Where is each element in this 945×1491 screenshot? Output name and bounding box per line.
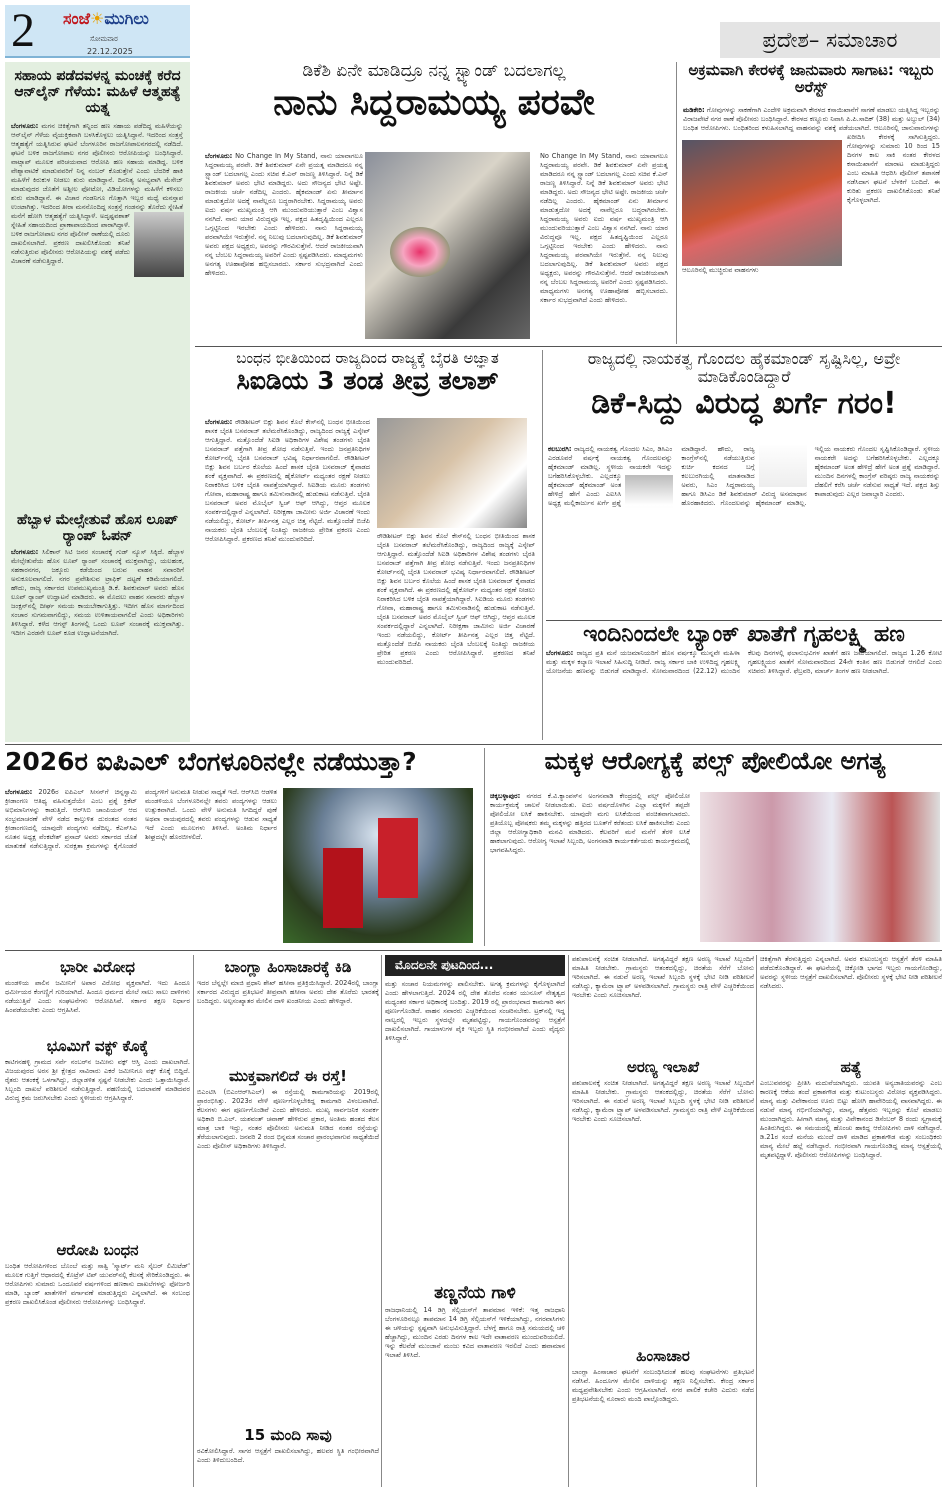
- bottom-col-3: [385, 955, 565, 1487]
- page-number: 2: [11, 5, 35, 57]
- article-kerala-cattle: [680, 62, 942, 344]
- body-col-1: ಬೆಂಗಳೂರು: No Change In My Stand, ನಾನು ಯಾವಾಗಲೂ ಸಿದ್ದರಾಮಯ್ಯ ಪರವೇ. ಡಿಕೆ ಶಿವಕುಮಾರ್ ಏನೇ ಪ್ರಯತ್ನ ಮಾಡಿದರೂ ನನ್ನ ಸ್ಟ್ಯಾಂಡ್ ಬದಲಾಗಲ್ಲ ಎಂದು ಸಚಿವ ಕೆ.ಎನ್ ರಾಜಣ್ಣ ತಿಳಿಸಿದ್ದಾರೆ. ನಿನ್ನೆ ಡಿಕೆ ಶಿವಕುಮಾರ್ ಅವರು ಭೇಟಿ ಮಾಡಿದ್ದರು. ಅದು ಸೌಜನ್ಯದ ಭೇಟಿ ಅಷ್ಟೇ. ರಾಜಕೀಯ ಚರ್ಚೆ ನಡೆದಿಲ್ಲ ಎಂದರು. ಹೈಕಮಾಂಡ್ ಏನು ತೀರ್ಮಾನ ಮಾಡುತ್ತದೋ ಅದಕ್ಕೆ ನಾವೆಲ್ಲರೂ ಬದ್ಧರಾಗಿರಬೇಕು. ಸಿದ್ದರಾಮಯ್ಯ ಅವರು ಐದು ವರ್ಷ ಮುಖ್ಯಮಂತ್ರಿ ಆಗಿ ಮುಂದುವರಿಯುತ್ತಾರೆ ಎಂಬ ವಿಶ್ವಾಸ ನನಗಿದೆ. ನಾನು ಯಾರ ವಿರುದ್ಧವೂ ಇಲ್ಲ. ಪಕ್ಷದ ಹಿತದೃಷ್ಟಿಯಿಂದ ಎಲ್ಲರೂ ಒಗ್ಗಟ್ಟಿನಿಂದ ಇರಬೇಕು ಎಂದು ಹೇಳಿದರು. ನಾನು ಸಿದ್ದರಾಮಯ್ಯ ಪರವಾಗಿಯೇ ಇರುತ್ತೇನೆ. ನನ್ನ ನಿಲುವು ಬದಲಾಗುವುದಿಲ್ಲ. ಡಿಕೆ ಶಿವಕುಮಾರ್ ಅವರು ಪಕ್ಷದ ಅಧ್ಯಕ್ಷರು, ಅವರನ್ನು ಗೌರವಿಸುತ್ತೇನೆ. ಆದರೆ ರಾಜಕೀಯವಾಗಿ ನನ್ನ ಬೆಂಬಲ ಸಿದ್ದರಾಮಯ್ಯ ಅವರಿಗೆ ಎಂದು ಸ್ಪಷ್ಟಪಡಿಸಿದರು. ಮಾಧ್ಯಮಗಳು ಅನಗತ್ಯ ಊಹಾಪೋಹ ಹಬ್ಬಿಸಬಾರದು. ಸರ್ಕಾರ ಸುಭದ್ರವಾಗಿದೆ ಎಂದು ಹೇಳಿದರು.: [205, 152, 363, 277]
- byrathi-photo: [377, 418, 527, 528]
- article-body: ಬೆಂಗಳೂರು: ರಾಜ್ಯದ ಪ್ರತಿ ಮನೆ ಯಜಮಾನಿಯರಿಗೆ ಹೊಸ ವರ್ಷಕ್ಕೂ ಮುನ್ನವೇ ಮಹಿಳಾ ಮತ್ತು ಮಕ್ಕಳ ಕಲ್ಯಾಣ ಇಲಾಖೆ ಸಿಹಿಸುದ್ದಿ ನೀಡಿದೆ. ರಾಜ್ಯ ಸರ್ಕಾರ ಬಾಕಿ ಉಳಿದಿದ್ದ ಗೃಹಲಕ್ಷ್ಮಿ ಯೋಜನೆಯ ಹಣವನ್ನು ಬಿಡುಗಡೆ ಮಾಡಿದ್ದಾರೆ. ಸೋಮವಾರದಿಂದ (22.12) ಮುಂದಿನ ಕೆಲವು ದಿನಗಳಲ್ಲಿ ಫಲಾನುಭವಿಗಳ ಖಾತೆಗೆ ಹಣ ಜಮೆಯಾಗಲಿದೆ. ರಾಜ್ಯದ 1.26 ಕೋಟಿ ಗೃಹಲಕ್ಷ್ಮಿಯರ ಖಾತೆಗೆ ಸೋಮವಾರದಿಂದ 24ನೇ ಕಂತಿನ ಹಣ ಬಿಡುಗಡೆ ಆಗಲಿದೆ ಎಂದು ಸಚಿವರು ತಿಳಿಸಿದ್ದಾರೆ. ಫೆಬ್ರವರಿ, ಮಾರ್ಚ್ ತಿಂಗಳ ಹಣ ನೀಡಲಾಗಿದೆ.: [546, 649, 942, 676]
- article-body: ಕಾಟಿಗನಹಳ್ಳಿ ಗ್ರಾಮದ ಸರ್ವೆ ನಂಬರ್‌ನ ಜಮೀನು ವಕ್ಫ್ ಆಸ್ತಿ ಎಂದು ದಾಖಲಾಗಿದೆ. ವಿಜಯಪುರದ ಅರಸ ಶ್ರೀ ಕ್ಷೇತ್ರದ ಸಾವಿರಾರು ಎಕರೆ ಜಮೀನಿಗೂ ವಕ್ಫ್ ಕೊಕ್ಕೆ ಬಿದ್ದಿದೆ. ರೈತರು ಆತಂಕಕ್ಕೆ ಒಳಗಾಗಿದ್ದು, ಜಿಲ್ಲಾಡಳಿತ ಸ್ಪಷ್ಟನೆ ನೀಡಬೇಕು ಎಂದು ಒತ್ತಾಯಿಸಿದ್ದಾರೆ. ಸಿಬ್ಬಂದಿ ದಾಖಲೆ ಪರಿಶೀಲನೆ ನಡೆಸುತ್ತಿದ್ದಾರೆ. ಪಹಣಿಯಲ್ಲಿ ಬದಲಾವಣೆ ಮಾಡಿದವರ ವಿರುದ್ಧ ಕ್ರಮ ಜರುಗಿಸಬೇಕು ಎಂದು ಸ್ಥಳೀಯರು ಆಗ್ರಹಿಸಿದ್ದಾರೆ.: [5, 1058, 190, 1102]
- article-body: ಮಂಡಳಿಯ ಪಾಲಿನ ಜಮೀನಿಗೆ ಅಪಾರ ವಿರೋಧ ವ್ಯಕ್ತವಾಗಿದೆ. ಇದು ಹಿಂದೂ ಧರ್ಮೀಯರ ಕೆಂಗಣ್ಣಿಗೆ ಗುರಿಯಾಗಿದೆ. ಹಿಂದೂ ಧರ್ಮದ ಮೇಲೆ ಸಾಲು ಸಾಲು ದಾಳಿಗಳು ನಡೆಯುತ್ತಿವೆ ಎಂದು ಸಂಘಟನೆಗಳು ಆರೋಪಿಸಿವೆ. ಸರ್ಕಾರ ತಕ್ಷಣ ನಿರ್ಧಾರ ಹಿಂಪಡೆಯಬೇಕು ಎಂದು ಆಗ್ರಹಿಸಿವೆ.: [5, 979, 190, 1014]
- player-jersey: [378, 818, 418, 898]
- flower-bouquet: [390, 227, 450, 277]
- divider: [193, 955, 194, 1487]
- headline: ಹಿಂಸಾಚಾರ: [636, 1347, 690, 1365]
- divider: [676, 62, 677, 344]
- divider: [381, 955, 382, 1487]
- bottom-col-4: [572, 955, 754, 1487]
- headline: ಬಾಂಗ್ಲಾ ಹಿಂಸಾಚಾರಕ್ಕೆ ಕಿಡಿ: [224, 958, 352, 976]
- body-col-1: ಬೆಂಗಳೂರು: ರೌಡಿಶೀಟರ್ ಬಿಕ್ಲು ಶಿವನ ಕೊಲೆ ಕೇಸ್‌ನಲ್ಲಿ ಬಂಧನ ಭೀತಿಯಿಂದ ಶಾಸಕ ಬೈರತಿ ಬಸವರಾಜ್ ತಲೆಮರೆಸಿಕೊಂಡಿದ್ದು, ರಾಜ್ಯದಿಂದ ರಾಜ್ಯಕ್ಕೆ ಎಸ್ಕೇಪ್ ಆಗುತ್ತಿದ್ದಾರೆ. ಮತ್ತೊಂದೆಡೆ ಸಿಐಡಿ ಅಧಿಕಾರಿಗಳ ವಿಶೇಷ ತಂಡಗಳು ಬೈರತಿ ಬಸವರಾಜ್ ಪತ್ತೆಗಾಗಿ ತೀವ್ರ ಶೋಧ ನಡೆಸುತ್ತಿವೆ. ಇಂದು ಜನಪ್ರತಿನಿಧಿಗಳ ಕೋರ್ಟ್‌ನಲ್ಲಿ ಬೈರತಿ ಬಸವರಾಜ್ ಭವಿಷ್ಯ ನಿರ್ಧಾರವಾಗಲಿದೆ. ರೌಡಿಶೀಟರ್ ಬಿಕ್ಲು ಶಿವನ ಬರ್ಬರ ಕೊಲೆಯ ಹಿಂದೆ ಶಾಸಕ ಬೈರತಿ ಬಸವರಾಜ್ ಕೈವಾಡದ ಶಂಕೆ ವ್ಯಕ್ತವಾಗಿದೆ. ಈ ಪ್ರಕರಣದಲ್ಲಿ ಹೈಕೋರ್ಟ್ ಮಧ್ಯಂತರ ರಕ್ಷಣೆ ನೀಡಲು ನಿರಾಕರಿಸಿದ ಬಳಿಕ ಬೈರತಿ ನಾಪತ್ತೆಯಾಗಿದ್ದಾರೆ. ಸಿಐಡಿಯ ಮೂರು ತಂಡಗಳು ಗೋವಾ, ಮಹಾರಾಷ್ಟ್ರ ಹಾಗೂ ತಮಿಳುನಾಡಿನಲ್ಲಿ ಹುಡುಕಾಟ ನಡೆಸುತ್ತಿವೆ. ಬೈರತಿ ಬಸವರಾಜ್ ಅವರ ಮೊಬೈಲ್ ಸ್ವಿಚ್ ಆಫ್ ಆಗಿದ್ದು, ಆಪ್ತರ ಮೂಲಕ ಸಂಪರ್ಕದಲ್ಲಿದ್ದಾರೆ ಎನ್ನಲಾಗಿದೆ. ನಿರೀಕ್ಷಣಾ ಜಾಮೀನು ಅರ್ಜಿ ವಿಚಾರಣೆ ಇಂದು ನಡೆಯಲಿದ್ದು, ಕೋರ್ಟ್ ತೀರ್ಪಿನತ್ತ ಎಲ್ಲರ ಚಿತ್ತ ನೆಟ್ಟಿದೆ. ಮತ್ತೊಂದೆಡೆ ಬಿಜೆಪಿ ನಾಯಕರು ಬೈರತಿ ಬೆಂಬಲಕ್ಕೆ ನಿಂತಿದ್ದು ರಾಜಕೀಯ ಪ್ರೇರಿತ ಪ್ರಕರಣ ಎಂದು ಆರೋಪಿಸಿದ್ದಾರೆ. ಪ್ರಕರಣದ ತನಿಖೆ ಮುಂದುವರಿದಿದೆ.: [205, 418, 370, 543]
- cricket-celebration-photo: [283, 788, 473, 943]
- article-gruhalakshmi: [546, 622, 942, 740]
- article-body: ಆಲೂರಿನಲ್ಲಿ ಮುಚ್ಚಿರುವ ವಾಹನಗಳು ಮಡಿಕೇರಿ: ಗೋವುಗಳನ್ನು ಸಾಕಣೆಗಾಗಿ ಎಂದೇಳಿ ಅಕ್ರಮವಾಗಿ ಕೇರಳದ ಕಸಾಯಿಖಾನೆಗೆ ಸಾಗಣೆ ಮಾಡಲು ಯತ್ನಿಸಿದ್ದ ಇಬ್ಬರನ್ನು ವಿರಾಜಪೇಟೆ ನಗರ ಠಾಣೆ ಪೊಲೀಸರು ಬಂಧಿಸಿದ್ದಾರೆ. ಕೇರಳದ ಕಣ್ಣೂರು ನಿವಾಸಿ ಪಿ.ಪಿ.ಸಾದಿಕ್ (38) ಮತ್ತು ಅಬ್ದುಲ್ (34) ಬಂಧಿತ ಆರೋಪಿಗಳು. ಬಂಧಿತರಿಂದ ಕಳುಹಿಸಲಾಗಿದ್ದ ವಾಹನವನ್ನು ವಶಕ್ಕೆ ಪಡೆಯಲಾಗಿದೆ. ಆಲೂರಿನಲ್ಲಿ ಜಾನುವಾರುಗಳನ್ನು ಖರೀದಿಸಿ ಕೇರಳಕ್ಕೆ ಸಾಗಿಸುತ್ತಿದ್ದರು. ಗೋವುಗಳನ್ನು ಸುಮಾರು 10 ರಿಂದ 15 ದಿನಗಳ ಕಾಲ ಸಾಕಿ ನಂತರ ಕೇರಳದ ಕಸಾಯಿಖಾನೆಗೆ ಮಾರಾಟ ಮಾಡುತ್ತಿದ್ದರು ಎಂಬ ಮಾಹಿತಿ ಆಧರಿಸಿ ಪೊಲೀಸ್ ತಪಾಸಣೆ ನಡೆಸಿದಾಗ ಘಟನೆ ಬೆಳಕಿಗೆ ಬಂದಿದೆ. ಈ ಕುರಿತು ಪ್ರಕರಣ ದಾಖಲಿಸಿಕೊಂಡು ತನಿಖೆ ಕೈಗೊಳ್ಳಲಾಗಿದೆ.: [682, 106, 940, 274]
- article-body: ಬೆಂಗಳೂರು: 2026ರ ಐಪಿಎಲ್ ಸೀಸನ್‌ಗೆ ಚಿನ್ನಸ್ವಾಮಿ ಕ್ರೀಡಾಂಗಣ ಆತಿಥ್ಯ ವಹಿಸುತ್ತದೆಯೇ ಎಂಬ ಪ್ರಶ್ನೆ ಕ್ರಿಕೆಟ್ ಅಭಿಮಾನಿಗಳನ್ನು ಕಾಡುತ್ತಿದೆ. ಆರ್‌ಸಿಬಿ ಚಾಂಪಿಯನ್ ಆದ ಸಂಭ್ರಮಾಚರಣೆ ವೇಳೆ ನಡೆದ ಕಾಲ್ತುಳಿತ ದುರಂತದ ನಂತರ ಕ್ರೀಡಾಂಗಣದಲ್ಲಿ ಯಾವುದೇ ಪಂದ್ಯಗಳು ನಡೆದಿಲ್ಲ. ಕೆಎಸ್‌ಸಿಎ ನೂತನ ಅಧ್ಯಕ್ಷ ವೆಂಕಟೇಶ್ ಪ್ರಸಾದ್ ಅವರು ಸರ್ಕಾರದ ಜೊತೆ ಮಾತುಕತೆ ನಡೆಸುತ್ತಿದ್ದಾರೆ. ಸುರಕ್ಷತಾ ಕ್ರಮಗಳನ್ನು ಕೈಗೊಂಡರೆ ಪಂದ್ಯಗಳಿಗೆ ಅನುಮತಿ ನೀಡುವ ಸಾಧ್ಯತೆ ಇದೆ. ಆರ್‌ಸಿಬಿ ಆಡಳಿತ ಮಂಡಳಿಯೂ ಬೆಂಗಳೂರಿನಲ್ಲೇ ತವರು ಪಂದ್ಯಗಳನ್ನು ಆಡಲು ಉತ್ಸುಕವಾಗಿದೆ. ಒಂದು ವೇಳೆ ಅನುಮತಿ ಸಿಗದಿದ್ದರೆ ಪುಣೆ ಅಥವಾ ರಾಯಪುರದಲ್ಲಿ ತವರು ಪಂದ್ಯಗಳನ್ನು ಆಡುವ ಸಾಧ್ಯತೆ ಇದೆ ಎಂದು ಮೂಲಗಳು ತಿಳಿಸಿವೆ. ಅಂತಿಮ ನಿರ್ಧಾರ ಶೀಘ್ರದಲ್ಲೇ ಹೊರಬೀಳಲಿದೆ.: [5, 788, 277, 850]
- body-col-2: No Change In My Stand, ನಾನು ಯಾವಾಗಲೂ ಸಿದ್ದರಾಮಯ್ಯ ಪರವೇ. ಡಿಕೆ ಶಿವಕುಮಾರ್ ಏನೇ ಪ್ರಯತ್ನ ಮಾಡಿದರೂ ನನ್ನ ಸ್ಟ್ಯಾಂಡ್ ಬದಲಾಗಲ್ಲ ಎಂದು ಸಚಿವ ಕೆ.ಎನ್ ರಾಜಣ್ಣ ತಿಳಿಸಿದ್ದಾರೆ. ನಿನ್ನೆ ಡಿಕೆ ಶಿವಕುಮಾರ್ ಅವರು ಭೇಟಿ ಮಾಡಿದ್ದರು. ಅದು ಸೌಜನ್ಯದ ಭೇಟಿ ಅಷ್ಟೇ. ರಾಜಕೀಯ ಚರ್ಚೆ ನಡೆದಿಲ್ಲ ಎಂದರು. ಹೈಕಮಾಂಡ್ ಏನು ತೀರ್ಮಾನ ಮಾಡುತ್ತದೋ ಅದಕ್ಕೆ ನಾವೆಲ್ಲರೂ ಬದ್ಧರಾಗಿರಬೇಕು. ಸಿದ್ದರಾಮಯ್ಯ ಅವರು ಐದು ವರ್ಷ ಮುಖ್ಯಮಂತ್ರಿ ಆಗಿ ಮುಂದುವರಿಯುತ್ತಾರೆ ಎಂಬ ವಿಶ್ವಾಸ ನನಗಿದೆ. ನಾನು ಯಾರ ವಿರುದ್ಧವೂ ಇಲ್ಲ. ಪಕ್ಷದ ಹಿತದೃಷ್ಟಿಯಿಂದ ಎಲ್ಲರೂ ಒಗ್ಗಟ್ಟಿನಿಂದ ಇರಬೇಕು ಎಂದು ಹೇಳಿದರು. ನಾನು ಸಿದ್ದರಾಮಯ್ಯ ಪರವಾಗಿಯೇ ಇರುತ್ತೇನೆ. ನನ್ನ ನಿಲುವು ಬದಲಾಗುವುದಿಲ್ಲ. ಡಿಕೆ ಶಿವಕುಮಾರ್ ಅವರು ಪಕ್ಷದ ಅಧ್ಯಕ್ಷರು, ಅವರನ್ನು ಗೌರವಿಸುತ್ತೇನೆ. ಆದರೆ ರಾಜಕೀಯವಾಗಿ ನನ್ನ ಬೆಂಬಲ ಸಿದ್ದರಾಮಯ್ಯ ಅವರಿಗೆ ಎಂದು ಸ್ಪಷ್ಟಪಡಿಸಿದರು. ಮಾಧ್ಯಮಗಳು ಅನಗತ್ಯ ಊಹಾಪೋಹ ಹಬ್ಬಿಸಬಾರದು. ಸರ್ಕಾರ ಸುಭದ್ರವಾಗಿದೆ ಎಂದು ಹೇಳಿದರು.: [540, 152, 668, 304]
- headline: 15 ಮಂದಿ ಸಾವು: [244, 1426, 332, 1444]
- article-body: ಎಂಬುವವರನ್ನು ಪ್ರೀತಿಸಿ ಮದುವೆಯಾಗಿದ್ದರು. ಯುವತಿ ಅನ್ಯಜಾತಿಯವರನ್ನು ಎಂಬ ಕಾರಣಕ್ಕೆ ಆಕೆಯ ತಂದೆ ಪ್ರಕಾಶಗೌಡ ಮತ್ತು ಕುಟುಂಬಸ್ಥರು ವಿರೋಧ ವ್ಯಕ್ತಪಡಿಸಿದ್ದರು. ಮಾನ್ಯ ಮತ್ತು ವಿವೇಕಾನಂದ ಊರು ಬಿಟ್ಟು ಹೋಗಿ ಹಾವೇರಿಯಲ್ಲಿ ವಾಸವಾಗಿದ್ದರು. ಈ ನಡುವೆ ಮಾನ್ಯ ಗರ್ಭಿಣಿಯಾಗಿದ್ದು, ಮಾನ್ಯ, ಹೆತ್ತವರು ಇಬ್ಬರನ್ನು ಕೊಲೆ ಮಾಡಲು ಮುಂದಾಗಿದ್ದರು. ಹೀಗಾಗಿ ಮಾನ್ಯ ಮತ್ತು ವಿವೇಕಾನಂದ ಡಿಸೆಂಬರ್ 8 ರಂದು ಸ್ವಗ್ರಾಮಕ್ಕೆ ಹಿಂತಿರುಗಿದ್ದರು. ಈ ಸಮಯದಲ್ಲಿ ಹೊಂಚು ಹಾಕಿದ್ದ ಆರೋಪಿಗಳು ದಾಳಿ ನಡೆಸಿದ್ದಾರೆ. ಡಿ.21ರ ಸಂಜೆ ಮನೆಯ ಮುಂದೆ ದಾಳಿ ಮಾಡಿದ ಪ್ರಕಾಶಗೌಡ ಮತ್ತು ಸಂಬಂಧಿಕರು ಮಾನ್ಯ ಮೇಲೆ ಹಲ್ಲೆ ನಡೆಸಿದ್ದಾರೆ. ಗಂಭೀರವಾಗಿ ಗಾಯಗೊಂಡಿದ್ದ ಮಾನ್ಯ ಆಸ್ಪತ್ರೆಯಲ್ಲಿ ಮೃತಪಟ್ಟಿದ್ದಾಳೆ. ಪೊಲೀಸರು ಆರೋಪಿಗಳನ್ನು ಬಂಧಿಸಿದ್ದಾರೆ.: [760, 1079, 942, 1159]
- date-label: 22.12.2025: [87, 47, 133, 56]
- newspaper-logo: ಸಂಜೆ☀ಮುಗಿಲು: [63, 9, 149, 28]
- article-body: ಬಂಧಿತ ಆರೋಪಿಗಳಿಂದ ಬೊಂಬೆ ಮತ್ತು ಸಾತ್ವಿ 'ಸ್ಮಾರ್ಟ್ ಮನಿ ಸೈಬರ್ ಲಿಮಿಟೆಡ್' ಮೂಲಕ ಗುತ್ತಿಗೆ ಆಧಾರದಲ್ಲಿ ಕೊಟ್ರೆಸ್ ಟಿಪ್ ಯುವರ್‌ನಲ್ಲಿ ಕೆಲಸಕ್ಕೆ ಸೇರಿಕೊಂಡಿದ್ದರು. ಈ ಆರೋಪಿಗಳು ಸುಮಾರು ಒಂದೂವರೆ ವರ್ಷಗಳಿಂದ ಹಣಕಾಸು ದಾಖಲೆಗಳನ್ನು ಫೋರ್ಜರಿ ಮಾಡಿ, ಬ್ಯಾಂಕ್ ಖಾತೆಗಳಿಗೆ ವರ್ಗಾವಣೆ ಮಾಡುತ್ತಿದ್ದರು ಎನ್ನಲಾಗಿದೆ. ಈ ಸಂಬಂಧ ಪ್ರಕರಣ ದಾಖಲಿಸಿಕೊಂಡ ಪೊಲೀಸರು ಆರೋಪಿಗಳನ್ನು ಬಂಧಿಸಿದ್ದಾರೆ.: [5, 1262, 190, 1306]
- truck-photo-block: [682, 140, 842, 275]
- article-body: ಪಶುಪಾಲನಕ್ಕೆ ಸಂಚಿತ ನೀಡಲಾಗಿದೆ. ಅಗತ್ಯವಿದ್ದರೆ ತಕ್ಷಣ ಅರಣ್ಯ ಇಲಾಖೆ ಸಿಬ್ಬಂದಿಗೆ ಮಾಹಿತಿ ನೀಡಬೇಕು. ಗ್ರಾಮಸ್ಥರು ಆತಂಕದಲ್ಲಿದ್ದು, ಚಿರತೆಯ ಸೆರೆಗೆ ಬೋನು ಇರಿಸಲಾಗಿದೆ. ಈ ನಡುವೆ ಅರಣ್ಯ ಇಲಾಖೆ ಸಿಬ್ಬಂದಿ ಸ್ಥಳಕ್ಕೆ ಭೇಟಿ ನೀಡಿ ಪರಿಶೀಲನೆ ನಡೆಸಿದ್ದು, ಕ್ಯಾಮೆರಾ ಟ್ರ್ಯಾಪ್ ಅಳವಡಿಸಲಾಗಿದೆ. ಗ್ರಾಮಸ್ಥರು ರಾತ್ರಿ ವೇಳೆ ಎಚ್ಚರಿಕೆಯಿಂದ ಇರಬೇಕು ಎಂದು ಸೂಚಿಸಲಾಗಿದೆ.: [572, 1079, 754, 1123]
- article-body: ಬಿಎಂಟಿಸಿ (ಬಿಎಂಆರ್‌ಸಿಎಲ್) ಈ ರಸ್ತೆಯಲ್ಲಿ ಕಾಮಗಾರಿಯನ್ನು 2019ರಲ್ಲಿ ಪ್ರಾರಂಭಿಸಿತ್ತು. 2023ರ ವೇಳೆ ಪೂರ್ಣಗೊಳ್ಳಬೇಕಿದ್ದ ಕಾಮಗಾರಿ ವಿಳಂಬವಾಗಿದೆ. ಕೆಲಸಗಳು ಈಗ ಪೂರ್ಣಗೊಂಡಿವೆ ಎಂದು ಹೇಳಿದರು. ಮುಖ್ಯ ಸಾರ್ವಜನಿಕ ಸಂಪರ್ಕ ಅಧಿಕಾರಿ ಬಿ.ಎಲ್. ಯಶವಂತ್ ಚವಾಣ್ ಹೇಳಿರುವ ಪ್ರಕಾರ, ಅಂತಿಮ ಹಂತದ ಕೆಲಸ ಮಾತ್ರ ಬಾಕಿ ಇದ್ದು, ನಂತರ ಪೊಲೀಸರು ಅನುಮತಿ ನೀಡಿದ ನಂತರ ರಸ್ತೆಯನ್ನು ತೆರೆಯಲಾಗುವುದು. ಜನವರಿ 2 ರಂದ ಭಿನ್ನಮತ ಸಂಚಾರ ಪ್ರಾರಂಭವಾಗುವ ಸಾಧ್ಯತೆಯಿದೆ ಎಂದು ಪೊಲೀಸ್ ಅಧಿಕಾರಿಗಳು ತಿಳಿಸಿದ್ದಾರೆ.: [197, 1088, 379, 1150]
- sun-palm-icon: ☀: [89, 9, 105, 28]
- headline: ಭೂಮಿಗೆ ವಕ್ಫ್ ಕೊಕ್ಕೆ: [46, 1037, 149, 1055]
- article-byrathi: [195, 350, 540, 740]
- divider: [542, 350, 543, 740]
- kicker: ಡಿಕೆಶಿ ಏನೇ ಮಾಡಿದ್ರೂ ನನ್ನ ಸ್ಟ್ಯಾಂಡ್ ಬದಲಾಗಲ್ಲ: [302, 62, 566, 81]
- kicker: ಬಂಧನ ಭೀತಿಯಿಂದ ರಾಜ್ಯದಿಂದ ರಾಜ್ಯಕ್ಕೆ ಬೈರತಿ ಅಜ್ಞಾತ: [236, 350, 499, 367]
- continued-from-front-label: ಮೊದಲನೇ ಪುಟದಿಂದ...: [385, 955, 565, 976]
- divider: [195, 346, 942, 347]
- divider: [5, 744, 942, 745]
- article-body: ಚಿಕ್ಕಬಳ್ಳಾಪುರ: ನಗರದ ಕೆ.ವಿ.ಕ್ಯಾಂಪಸ್‌ನ ಅಂಗನವಾಡಿ ಕೇಂದ್ರದಲ್ಲಿ ಪಲ್ಸ್ ಪೋಲಿಯೋ ಕಾರ್ಯಕ್ರಮಕ್ಕೆ ಚಾಲನೆ ನೀಡಲಾಯಿತು. ಐದು ವರ್ಷದೊಳಗಿನ ಎಲ್ಲಾ ಮಕ್ಕಳಿಗೆ ತಪ್ಪದೇ ಪೋಲಿಯೋ ಲಸಿಕೆ ಹಾಕಿಸಬೇಕು. ಯಾವುದೇ ಮಗು ಲಸಿಕೆಯಿಂದ ವಂಚಿತವಾಗಬಾರದು. ಪ್ರತಿಯೊಬ್ಬ ಪೋಷಕರು ತಮ್ಮ ಮಕ್ಕಳನ್ನು ಹತ್ತಿರದ ಬೂತ್‌ಗೆ ಕರೆತಂದು ಲಸಿಕೆ ಹಾಕಿಸಬೇಕು ಎಂದು ಜಿಲ್ಲಾ ಆರೋಗ್ಯಾಧಿಕಾರಿ ಮನವಿ ಮಾಡಿದರು. ಕೆಲವರಿಗೆ ಮನೆ ಮನೆಗೆ ತೆರಳಿ ಲಸಿಕೆ ಹಾಕಲಾಗುವುದು. ಆರೋಗ್ಯ ಇಲಾಖೆ ಸಿಬ್ಬಂದಿ, ಅಂಗನವಾಡಿ ಕಾರ್ಯಕರ್ತೆಯರು ಕಾರ್ಯಕ್ರಮದಲ್ಲಿ ಭಾಗವಹಿಸಿದ್ದರು.: [490, 792, 690, 854]
- day-label: ಸೋಮವಾರ: [90, 35, 118, 43]
- article-siddaramaiah: [195, 62, 673, 344]
- masthead: [5, 5, 190, 58]
- headline: ಹತ್ಯೆ: [840, 1058, 862, 1076]
- kicker: ರಾಜ್ಯದಲ್ಲಿ ನಾಯಕತ್ವ ಗೊಂದಲ ಹೈಕಮಾಂಡ್ ಸೃಷ್ಟಿಸಿಲ್ಲ, ಅವ್ರೇ ಮಾಡಿಕೊಂಡಿದ್ದಾರೆ: [587, 350, 901, 387]
- article-body: ರವಿಕೋಲಿಸಿದ್ದಾರೆ. ಸಾಗರ ಆಸ್ಪತ್ರೆಗೆ ದಾಖಲಿಸಲಾಗಿದ್ದು, ಹಲವರ ಸ್ಥಿತಿ ಗಂಭೀರವಾಗಿದೆ ಎಂದು ತಿಳಿದುಬಂದಿದೆ.: [197, 1447, 379, 1464]
- bottom-col-2: [197, 955, 379, 1487]
- truck-photo: [682, 140, 842, 266]
- article-body: ಪಶುಪಾಲನಕ್ಕೆ ಸಂಚಿತ ನೀಡಲಾಗಿದೆ. ಅಗತ್ಯವಿದ್ದರೆ ತಕ್ಷಣ ಅರಣ್ಯ ಇಲಾಖೆ ಸಿಬ್ಬಂದಿಗೆ ಮಾಹಿತಿ ನೀಡಬೇಕು. ಗ್ರಾಮಸ್ಥರು ಆತಂಕದಲ್ಲಿದ್ದು, ಚಿರತೆಯ ಸೆರೆಗೆ ಬೋನು ಇರಿಸಲಾಗಿದೆ. ಈ ನಡುವೆ ಅರಣ್ಯ ಇಲಾಖೆ ಸಿಬ್ಬಂದಿ ಸ್ಥಳಕ್ಕೆ ಭೇಟಿ ನೀಡಿ ಪರಿಶೀಲನೆ ನಡೆಸಿದ್ದು, ಕ್ಯಾಮೆರಾ ಟ್ರ್ಯಾಪ್ ಅಳವಡಿಸಲಾಗಿದೆ. ಗ್ರಾಮಸ್ಥರು ರಾತ್ರಿ ವೇಳೆ ಎಚ್ಚರಿಕೆಯಿಂದ ಇರಬೇಕು ಎಂದು ಸೂಚಿಸಲಾಗಿದೆ.: [572, 955, 754, 999]
- article-ipl: [5, 748, 480, 946]
- headline: ಡಿಕೆ-ಸಿದ್ದು ವಿರುದ್ಧ ಖರ್ಗೆ ಗರಂ!: [591, 385, 897, 421]
- bottom-col-5: [760, 955, 942, 1487]
- polio-drive-photo: [700, 792, 940, 942]
- left-column: [5, 62, 190, 742]
- headline: ಅಕ್ರಮವಾಗಿ ಕೇರಳಕ್ಕೆ ಜಾನುವಾರು ಸಾಗಾಟ: ಇಬ್ಬರು ಅರೆಸ್ಟ್: [688, 62, 934, 97]
- headline: ಸಿಐಡಿಯ 3 ತಂಡ ತೀವ್ರ ತಲಾಶ್: [236, 366, 499, 396]
- headline: ಆರೋಪಿ ಬಂಧನ: [56, 1241, 139, 1259]
- headline: ಮುಕ್ತವಾಗಲಿದೆ ಈ ರಸ್ತೆ!: [228, 1067, 348, 1085]
- headline-hebbal: ಹೆಬ್ಬಾಳ ಮೇಲ್ಸೇತುವೆ ಹೊಸ ಲೂಪ್ ರ್‍ಯಾಂಪ್ ಓಪನ್: [16, 512, 179, 545]
- headline: ಭಾರೀ ವಿರೋಧ: [60, 958, 135, 976]
- headline: ನಾನು ಸಿದ್ದರಾಮಯ್ಯ ಪರವೇ: [273, 81, 595, 123]
- section-title: ಪ್ರದೇಶ– ಸಮಾಚಾರ: [720, 22, 940, 58]
- headline: ಇಂದಿನಿಂದಲೇ ಬ್ಯಾಂಕ್ ಖಾತೆಗೆ ಗೃಹಲಕ್ಷ್ಮಿ ಹಣ: [583, 622, 905, 647]
- article-body: ರಾಜಧಾನಿಯಲ್ಲಿ 14 ಡಿಗ್ರಿ ಸೆಲ್ಸಿಯಸ್‌ಗೆ ತಾಪಮಾನ ಇಳಿಕೆ: ಇತ್ತ ರಾಜಧಾನಿ ಬೆಂಗಳೂರಿನಲ್ಲೂ ತಾಪಮಾನ 14 ಡಿಗ್ರಿ ಸೆಲ್ಸಿಯಸ್‌ಗೆ ಇಳಿಕೆಯಾಗಿದ್ದು, ನಗರವಾಸಿಗಳು ಈ ಚಳಿಯನ್ನು ಸ್ಪಷ್ಟವಾಗಿ ಅನುಭವಿಸುತ್ತಿದ್ದಾರೆ. ಬೆಳಗ್ಗೆ ಹಾಗೂ ರಾತ್ರಿ ಸಮಯದಲ್ಲಿ ಚಳಿ ಹೆಚ್ಚಾಗಿದ್ದು, ಮುಂದಿನ ಎರಡು ದಿನಗಳ ಕಾಲ ಇದೇ ವಾತಾವರಣ ಮುಂದುವರಿಯಲಿದೆ. ಇನ್ನು ಕೆಲವೆಡೆ ಮುಂಜಾನೆ ಮಂಜು ಕವಿದ ವಾತಾವರಣ ಇರಲಿದೆ ಎಂದು ಹವಾಮಾನ ಇಲಾಖೆ ತಿಳಿಸಿದೆ.: [385, 1306, 565, 1359]
- article-body: ಚಿಕಿತ್ಸೆಗಾಗಿ ತೆರಳುತ್ತಿದ್ದರು ಎನ್ನಲಾಗಿದೆ. ಅವರ ಕುಟುಂಬಸ್ಥರು ಆಸ್ಪತ್ರೆಗೆ ತೆರಳಿ ಮಾಹಿತಿ ಪಡೆದುಕೊಂಡಿದ್ದಾರೆ. ಈ ಘಟನೆಯಲ್ಲಿ ಚಿಕ್ಕೋಡಿ ಭಾಗದ ಇಬ್ಬರು ಗಾಯಗೊಂಡಿದ್ದು, ಅವರನ್ನು ಸ್ಥಳೀಯ ಆಸ್ಪತ್ರೆಗೆ ದಾಖಲಿಸಲಾಗಿದೆ. ಪೊಲೀಸರು ಸ್ಥಳಕ್ಕೆ ಭೇಟಿ ನೀಡಿ ಪರಿಶೀಲನೆ ನಡೆಸಿದರು.: [760, 955, 942, 990]
- article-body: ಕಲಬುರಗಿ: ರಾಜ್ಯದಲ್ಲಿ ನಾಯಕತ್ವ ಗೊಂದಲ ಸಿಎಂ, ಡಿಸಿಎಂ ಎರಡೂವರೆ ವರ್ಷಕ್ಕೆ ನಾಯಕತ್ವ ಗೊಂದಲವನ್ನು ಹೈಕಮಾಂಡ್ ಮಾಡಿಲ್ಲ. ಸ್ಥಳೀಯ ನಾಯಕರೇ ಇದನ್ನು ಬಗೆಹರಿಸಿಕೊಳ್ಳಬೇಕು. ಎಲ್ಲದಕ್ಕೂ ಹೈಕಮಾಂಡ್ ಹೈಕಮಾಂಡ್ ಅಂತ ಹೇಳಿದ್ರೆ ಹೇಗೆ ಎಂದು ಎಐಸಿಸಿ ಅಧ್ಯಕ್ಷ ಮಲ್ಲಿಕಾರ್ಜುನ ಖರ್ಗೆ ಪ್ರಶ್ನೆ ಮಾಡಿದ್ದಾರೆ. ಹೌದು, ರಾಜ್ಯ ಕಾಂಗ್ರೆಸ್‌ನಲ್ಲಿ ನಡೆಯುತ್ತಿರುವ ಕುರ್ಚಿ ಕದನದ ಬಗ್ಗೆ ಕಲಬುರಗಿಯಲ್ಲಿ ಮಾತನಾಡಿದ ಅವರು, ಸಿಎಂ ಸಿದ್ದರಾಮಯ್ಯ ಹಾಗೂ ಡಿಸಿಎಂ ಡಿಕೆ ಶಿವಕುಮಾರ್ ವಿರುದ್ಧ ಅಸಮಾಧಾನ ಹೊರಹಾಕಿದರು. ಗೊಂದಲವನ್ನು ಹೈಕಮಾಂಡ್ ಮಾಡಿಲ್ಲ. ಇಲ್ಲಿಯ ನಾಯಕರು ಗೊಂದಲ ಸೃಷ್ಟಿಸಿಕೊಂಡಿದ್ದಾರೆ. ಸ್ಥಳೀಯ ನಾಯಕರೇ ಅದನ್ನು ಬಗೆಹರಿಸಿಕೊಳ್ಳಬೇಕು. ಎಲ್ಲದಕ್ಕೂ ಹೈಕಮಾಂಡ್ ಅಂತ ಹೇಳಿದ್ರೆ ಹೇಗೆ ಅಂತ ಪ್ರಶ್ನೆ ಮಾಡಿದ್ದಾರೆ. ಮುಂದಿನ ದಿನಗಳಲ್ಲಿ ಕಾಂಗ್ರೆಸ್ ವರಿಷ್ಠರು ರಾಜ್ಯ ನಾಯಕರನ್ನು ದೆಹಲಿಗೆ ಕರೆಸಿ ಚರ್ಚೆ ನಡೆಸುವ ಸಾಧ್ಯತೆ ಇದೆ. ಪಕ್ಷದ ಶಿಸ್ತು ಕಾಪಾಡುವುದು ಎಲ್ಲರ ಜವಾಬ್ದಾರಿ ಎಂದರು.: [548, 445, 940, 507]
- player-jersey: [323, 848, 363, 928]
- bottom-col-1: [5, 955, 190, 1487]
- headline: 2026ರ ಐಪಿಎಲ್ ಬೆಂಗಳೂರಿನಲ್ಲೇ ನಡೆಯುತ್ತಾ?: [5, 748, 417, 776]
- body-col-2: ರೌಡಿಶೀಟರ್ ಬಿಕ್ಲು ಶಿವನ ಕೊಲೆ ಕೇಸ್‌ನಲ್ಲಿ ಬಂಧನ ಭೀತಿಯಿಂದ ಶಾಸಕ ಬೈರತಿ ಬಸವರಾಜ್ ತಲೆಮರೆಸಿಕೊಂಡಿದ್ದು, ರಾಜ್ಯದಿಂದ ರಾಜ್ಯಕ್ಕೆ ಎಸ್ಕೇಪ್ ಆಗುತ್ತಿದ್ದಾರೆ. ಮತ್ತೊಂದೆಡೆ ಸಿಐಡಿ ಅಧಿಕಾರಿಗಳ ವಿಶೇಷ ತಂಡಗಳು ಬೈರತಿ ಬಸವರಾಜ್ ಪತ್ತೆಗಾಗಿ ತೀವ್ರ ಶೋಧ ನಡೆಸುತ್ತಿವೆ. ಇಂದು ಜನಪ್ರತಿನಿಧಿಗಳ ಕೋರ್ಟ್‌ನಲ್ಲಿ ಬೈರತಿ ಬಸವರಾಜ್ ಭವಿಷ್ಯ ನಿರ್ಧಾರವಾಗಲಿದೆ. ರೌಡಿಶೀಟರ್ ಬಿಕ್ಲು ಶಿವನ ಬರ್ಬರ ಕೊಲೆಯ ಹಿಂದೆ ಶಾಸಕ ಬೈರತಿ ಬಸವರಾಜ್ ಕೈವಾಡದ ಶಂಕೆ ವ್ಯಕ್ತವಾಗಿದೆ. ಈ ಪ್ರಕರಣದಲ್ಲಿ ಹೈಕೋರ್ಟ್ ಮಧ್ಯಂತರ ರಕ್ಷಣೆ ನೀಡಲು ನಿರಾಕರಿಸಿದ ಬಳಿಕ ಬೈರತಿ ನಾಪತ್ತೆಯಾಗಿದ್ದಾರೆ. ಸಿಐಡಿಯ ಮೂರು ತಂಡಗಳು ಗೋವಾ, ಮಹಾರಾಷ್ಟ್ರ ಹಾಗೂ ತಮಿಳುನಾಡಿನಲ್ಲಿ ಹುಡುಕಾಟ ನಡೆಸುತ್ತಿವೆ. ಬೈರತಿ ಬಸವರಾಜ್ ಅವರ ಮೊಬೈಲ್ ಸ್ವಿಚ್ ಆಫ್ ಆಗಿದ್ದು, ಆಪ್ತರ ಮೂಲಕ ಸಂಪರ್ಕದಲ್ಲಿದ್ದಾರೆ ಎನ್ನಲಾಗಿದೆ. ನಿರೀಕ್ಷಣಾ ಜಾಮೀನು ಅರ್ಜಿ ವಿಚಾರಣೆ ಇಂದು ನಡೆಯಲಿದ್ದು, ಕೋರ್ಟ್ ತೀರ್ಪಿನತ್ತ ಎಲ್ಲರ ಚಿತ್ತ ನೆಟ್ಟಿದೆ. ಮತ್ತೊಂದೆಡೆ ಬಿಜೆಪಿ ನಾಯಕರು ಬೈರತಿ ಬೆಂಬಲಕ್ಕೆ ನಿಂತಿದ್ದು ರಾಜಕೀಯ ಪ್ರೇರಿತ ಪ್ರಕರಣ ಎಂದು ಆರೋಪಿಸಿದ್ದಾರೆ. ಪ್ರಕರಣದ ತನಿಖೆ ಮುಂದುವರಿದಿದೆ.: [377, 532, 535, 666]
- headline-online-friend: ಸಹಾಯ ಪಡೆದವಳನ್ನ ಮಂಚಕ್ಕೆ ಕರೆದ ಆನ್‌ಲೈನ್ ಗೆಳೆಯ: ಮಹಿಳೆ ಆತ್ಮಹತ್ಯೆ ಯತ್ನ: [14, 68, 181, 117]
- divider: [756, 955, 757, 1487]
- headline: ಅರಣ್ಯ ಇಲಾಖೆ: [626, 1058, 700, 1076]
- divider: [5, 950, 942, 951]
- headline: ತಣ್ಣನೆಯ ಗಾಳಿ: [434, 1283, 516, 1303]
- article-hebbal: ಬೆಂಗಳೂರು: ಸಿಲಿಕಾನ್ ಸಿಟಿ ಜನರ ಸಂಚಾರಕ್ಕೆ ಗುಡ್ ನ್ಯೂಸ್ ಸಿಕ್ಕಿದೆ. ಹೆಬ್ಬಾಳ ಮೇಲ್ಸೇತುವೆಯ ಹೊಸ ಲೂಪ್ ರ್‍ಯಾಂಪ್ ಸಂಚಾರಕ್ಕೆ ಮುಕ್ತವಾಗಿದ್ದು, ಯಲಹಂಕ, ಸಹಕಾರನಗರ, ಜಕ್ಕೂರು ಕಡೆಯಿಂದ ಬರುವ ವಾಹನ ಸವಾರರಿಗೆ ಅನುಕೂಲವಾಗಲಿದೆ. ನಗರ ಪ್ರವೇಶಿಸುವ ಟ್ರಾಫಿಕ್ ದಟ್ಟಣೆ ಕಡಿಮೆಯಾಗಲಿದೆ. ಹೌದು, ರಾಜ್ಯ ಸರ್ಕಾರದ ಉಪಮುಖ್ಯಮಂತ್ರಿ ಡಿ.ಕೆ. ಶಿವಕುಮಾರ್ ಅವರು ಹೊಸ ಲೂಪ್ ರ್‍ಯಾಂಪ್ ಉದ್ಘಾಟನೆ ಮಾಡಿದರು. ಈ ಮೊದಲು ವಾಹನ ಸವಾರರು ಹೆಬ್ಬಾಳ ಜಂಕ್ಷನ್‌ನಲ್ಲಿ ದೀರ್ಘ ಸಮಯ ಕಾಯಬೇಕಾಗುತ್ತಿತ್ತು. ಇದೀಗ ಹೊಸ ಮಾರ್ಗದಿಂದ ಸಂಚಾರ ಸುಗಮವಾಗಲಿದ್ದು, ಸಮಯ ಉಳಿತಾಯವಾಗಲಿದೆ ಎಂದು ಅಧಿಕಾರಿಗಳು ತಿಳಿಸಿದ್ದಾರೆ. ಕಳೆದ ಆಗಸ್ಟ್ ತಿಂಗಳಲ್ಲಿ ಒಂದು ಲೂಪ್ ಸಂಚಾರಕ್ಕೆ ಮುಕ್ತವಾಗಿತ್ತು. ಇದೀಗ ಎರಡನೇ ಲೂಪ್ ಕೂಡ ಉದ್ಘಾಟನೆಯಾಗಿದೆ.: [11, 548, 184, 638]
- article-body: ಇದರ ಬೆನ್ನಲ್ಲೇ ಮಾಜಿ ಪ್ರಧಾನಿ ಶೇಖ್ ಹಸೀನಾ ಪ್ರತಿಕ್ರಿಯಿಸಿದ್ದಾರೆ. 2024ರಲ್ಲಿ ಬಾಂಗ್ಲಾ ಸರ್ಕಾರದ ವಿರುದ್ಧದ ಪ್ರತಿಭಟನೆ ತೀವ್ರವಾಗಿ ಹಸೀನಾ ಅವರು ದೇಶ ತೊರೆದು ಭಾರತಕ್ಕೆ ಬಂದಿದ್ದರು. ಅಲ್ಪಸಂಖ್ಯಾತರ ಮೇಲಿನ ದಾಳಿ ಖಂಡನೀಯ ಎಂದು ಹೇಳಿದ್ದಾರೆ.: [197, 979, 379, 1005]
- headline: ಮಕ್ಕಳ ಆರೋಗ್ಯಕ್ಕೆ ಪಲ್ಸ್ ಪೋಲಿಯೋ ಅಗತ್ಯ: [544, 748, 886, 775]
- person-photo: [134, 212, 184, 277]
- article-online-friend: ಬೆಂಗಳೂರು: ಮಗನ ಚಿಕಿತ್ಸೆಗಾಗಿ ತನ್ನಿಂದ ಹಣ ಸಹಾಯ ಪಡೆದಿದ್ದ ಮಹಿಳೆಯನ್ನು ಆನ್‌ಲೈನ್ ಗೆಳೆಯ ವೈಯಕ್ತಿಕವಾಗಿ ಬಳಸಿಕೊಳ್ಳಲು ಯತ್ನಿಸಿದ್ದಾನೆ. ಇದರಿಂದ ಸಂತ್ರಸ್ತೆ ಆತ್ಮಹತ್ಯೆಗೆ ಯತ್ನಿಸಿರುವ ಘಟನೆ ಬೆಂಗಳೂರಿನ ರಾಜಗೋಪಾಲನಗರದಲ್ಲಿ ನಡೆದಿದೆ. ಘಟನೆ ಬಳಿಕ ರಾಜಗೋಪಾಲ ನಗರ ಪೊಲೀಸರು ಆರೋಪಿಯನ್ನು ಬಂಧಿಸಿದ್ದಾರೆ. ವಾಟ್ಸಾಪ್ ಮೂಲಕ ಪರಿಚಯವಾದ ಆರೋಪಿ ಹಣ ಸಹಾಯ ಮಾಡಿದ್ದ. ಬಳಿಕ ವೇಶ್ಯಾವಾಟಿಕೆ ಮಾಡುವವರಿಗೆ ನಿನ್ನ ನಂಬರ್ ಕೊಡುತ್ತೇನೆ ಎಂದು ಬೆದರಿಕೆ ಹಾಕಿ ಮಹಿಳೆಗೆ ಕಿರುಕುಳ ನೀಡಲು ಶುರು ಮಾಡಿದ್ದಾನೆ. ದಿನನಿತ್ಯ ಅಸಭ್ಯವಾಗಿ ಮೆಸೇಜ್ ಮಾಡುವುದರ ಜೊತೆಗೆ ಅಶ್ಲೀಲ ಫೋಟೋ, ವಿಡಿಯೋಗಳನ್ನು ಮಹಿಳೆಗೆ ಕಳಿಸಲು ಶುರು ಮಾಡಿದ್ದಾನೆ. ಈ ವಿಚಾರ ಗಂಡನಿಗೂ ಗೊತ್ತಾಗಿ ಇಬ್ಬರ ಮಧ್ಯೆ ಮನಸ್ತಾಪ ಉಂಟಾಗಿತ್ತು. ಇದರಿಂದ ತೀರಾ ಮನನೊಂದಿದ್ದ ಸಂತ್ರಸ್ತೆ ಗಂಡನನ್ನು ತೊರೆದು ಸ್ನೇಹಿತೆ ಮನೆಗೆ ಹೋಗಿ ಆತ್ಮಹತ್ಯೆಗೆ ಯತ್ನಿಸಿದ್ದಾಳೆ. ಅದೃಷ್ಟವಶಾತ್ ಸ್ನೇಹಿತೆ ಸಹಾಯದಿಂದ ಪ್ರಾಣಾಪಾಯದಿಂದ ಪಾರಾಗಿದ್ದಾಳೆ. ಬಳಿಕ ರಾಜಗೋಪಾಲ ನಗರ ಪೊಲೀಸ್ ಠಾಣೆಯಲ್ಲಿ ದೂರು ದಾಖಲಿಸಲಾಗಿದೆ. ಪ್ರಕರಣ ದಾಖಲಿಸಿಕೊಂಡು ತನಿಖೆ ನಡೆಸುತ್ತಿರುವ ಪೊಲೀಸರು ಆರೋಪಿಯನ್ನು ವಶಕ್ಕೆ ಪಡೆದು ವಿಚಾರಣೆ ನಡೆಸುತ್ತಿದ್ದಾರೆ.: [11, 122, 184, 452]
- article-body: ಮತ್ತು ಸಂಚಾರ ನಿಯಮಗಳನ್ನು ಪಾಲಿಸಬೇಕು. ಅಗತ್ಯ ಕ್ರಮಗಳನ್ನು ಕೈಗೊಳ್ಳಲಾಗಿದೆ ಎಂದು ಹೇಳಲಾಗುತ್ತಿದೆ. 2024 ರಲ್ಲಿ ದೇಶ ತೊರೆದ ನಂತರ ಯುನೂಸ್ ನೇತೃತ್ವದ ಮಧ್ಯಂತರ ಸರ್ಕಾರ ಅಧಿಕಾರಕ್ಕೆ ಬಂದಿತ್ತು. 2019 ರಲ್ಲಿ ಪ್ರಾರಂಭವಾದ ಕಾಮಗಾರಿ ಈಗ ಪೂರ್ಣಗೊಂಡಿದೆ. ವಾಹನ ಸವಾರರು ಎಚ್ಚರಿಕೆಯಿಂದ ಸಂಚರಿಸಬೇಕು. ಟ್ರಕ್‌ನಲ್ಲಿ ಇದ್ದ ನಾಲ್ವರಲ್ಲಿ ಇಬ್ಬರು ಸ್ಥಳದಲ್ಲೇ ಮೃತಪಟ್ಟಿದ್ದು, ಗಾಯಗೊಂಡವರನ್ನು ಆಸ್ಪತ್ರೆಗೆ ದಾಖಲಿಸಲಾಗಿದೆ. ಗಾಯಾಳುಗಳ ಪೈಕಿ ಇಬ್ಬರು ಸ್ಥಿತಿ ಗಂಭೀರವಾಗಿದೆ ಎಂದು ವೈದ್ಯರು ತಿಳಿಸಿದ್ದಾರೆ.: [385, 980, 565, 1042]
- divider: [546, 620, 942, 621]
- article-kharge: [546, 350, 942, 618]
- divider: [484, 748, 485, 946]
- divider: [568, 955, 569, 1487]
- article-body: ಬಾಂಗ್ಲಾ ಹಿಂಸಾಚಾರ ಘಟನೆಗೆ ಸಂಬಂಧಿಸಿದಂತೆ ಹಲವು ಸಂಘಟನೆಗಳು ಪ್ರತಿಭಟನೆ ನಡೆಸಿವೆ. ಹಿಂದೂಗಳ ಮೇಲಿನ ದಾಳಿಯನ್ನು ತಕ್ಷಣ ನಿಲ್ಲಿಸಬೇಕು. ಕೇಂದ್ರ ಸರ್ಕಾರ ಮಧ್ಯಪ್ರವೇಶಿಸಬೇಕು ಎಂದು ಆಗ್ರಹಿಸಲಾಗಿದೆ. ನಗರ ಪಾಲಿಕೆ ಕಚೇರಿ ಎದುರು ನಡೆದ ಪ್ರತಿಭಟನೆಯಲ್ಲಿ ನೂರಾರು ಮಂದಿ ಪಾಲ್ಗೊಂಡಿದ್ದರು.: [572, 1368, 754, 1403]
- politicians-photo: [365, 152, 530, 339]
- article-polio: [488, 748, 942, 946]
- photo-caption: ಆಲೂರಿನಲ್ಲಿ ಮುಚ್ಚಿರುವ ವಾಹನಗಳು: [682, 266, 759, 274]
